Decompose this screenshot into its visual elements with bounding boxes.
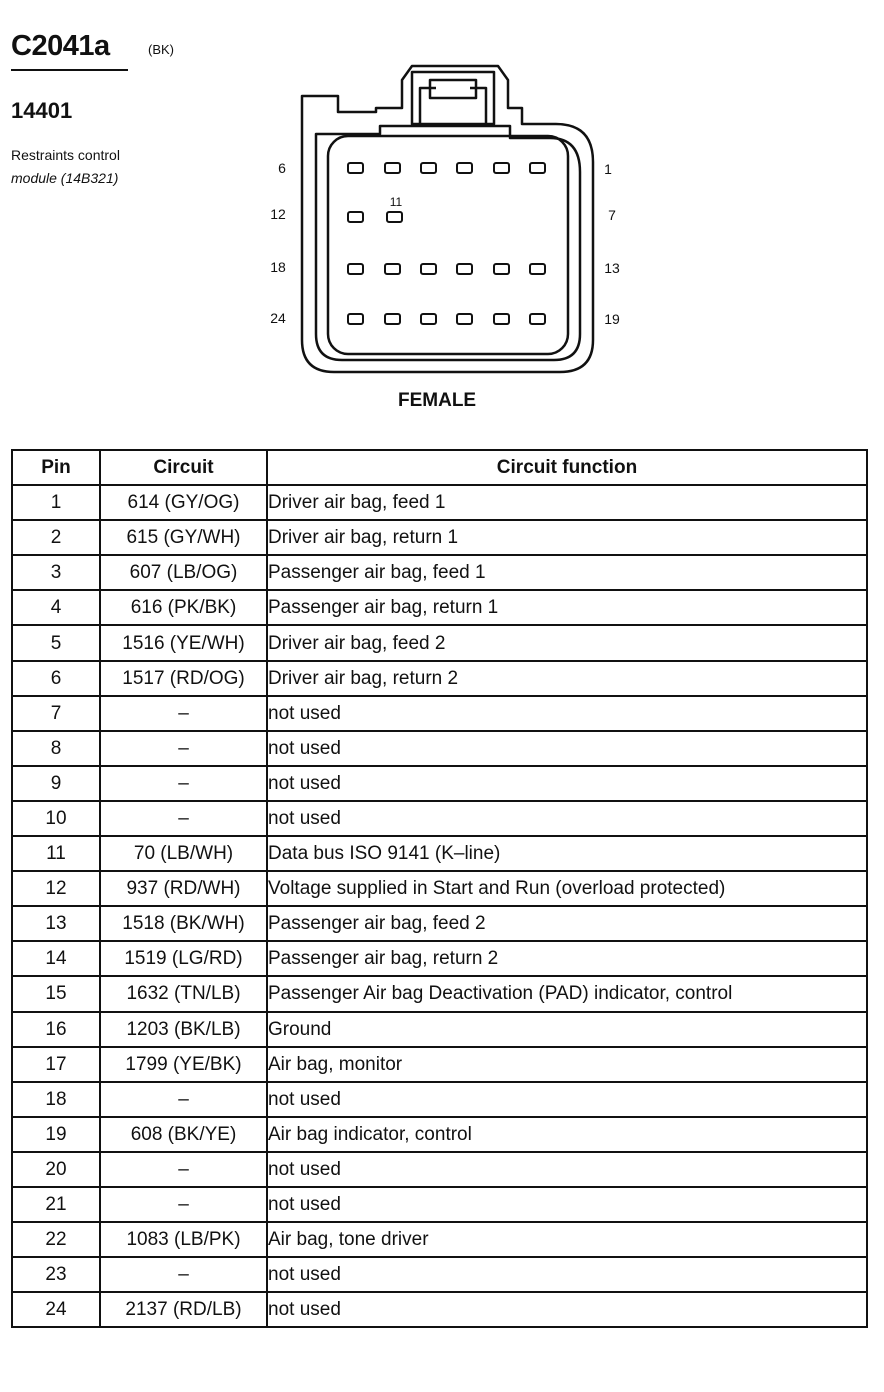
function-cell: not used	[267, 1082, 867, 1117]
function-cell: not used	[267, 1187, 867, 1222]
pin-cell: 21	[12, 1187, 100, 1222]
table-row	[12, 661, 867, 696]
circuit-cell: 1203 (BK/LB)	[100, 1012, 267, 1047]
function-cell: not used	[267, 766, 867, 801]
circuit-cell: 1517 (RD/OG)	[100, 661, 267, 696]
function-cell: Passenger air bag, return 2	[267, 941, 867, 976]
table-row	[12, 590, 867, 625]
diagram-label-left-3: 18	[270, 259, 286, 275]
diagram-pin-label: 11	[389, 195, 403, 209]
pin-5	[385, 163, 400, 173]
pin-cell: 13	[12, 906, 100, 941]
pin-cell: 18	[12, 1082, 100, 1117]
function-cell: Data bus ISO 9141 (K–line)	[267, 836, 867, 871]
circuit-cell: 1799 (YE/BK)	[100, 1047, 267, 1082]
pin-cell: 7	[12, 696, 100, 731]
table-row	[12, 1257, 867, 1292]
pin-cell: 10	[12, 801, 100, 836]
circuit-cell: –	[100, 731, 267, 766]
function-cell: Driver air bag, return 2	[267, 661, 867, 696]
table-row	[12, 871, 867, 906]
circuit-cell: 937 (RD/WH)	[100, 871, 267, 906]
diagram-label-right-2: 7	[608, 207, 616, 223]
circuit-cell: 607 (LB/OG)	[100, 555, 267, 590]
pin-cell: 17	[12, 1047, 100, 1082]
diagram-label-left-1: 6	[278, 160, 286, 176]
pin-21	[457, 314, 472, 324]
pin-cell: 2	[12, 520, 100, 555]
table-row	[12, 836, 867, 871]
function-cell: not used	[267, 1257, 867, 1292]
pin-cell: 22	[12, 1222, 100, 1257]
circuit-cell: 1516 (YE/WH)	[100, 625, 267, 660]
pin-cell: 20	[12, 1152, 100, 1187]
table-row	[12, 485, 867, 520]
pin-cell: 6	[12, 661, 100, 696]
connector-id: C2041a	[11, 30, 110, 62]
diagram-label-left-4: 24	[270, 310, 286, 326]
table-row	[12, 1082, 867, 1117]
pin-cell: 9	[12, 766, 100, 801]
table-row	[12, 520, 867, 555]
pin-table	[11, 449, 868, 1328]
function-cell: Passenger air bag, feed 2	[267, 906, 867, 941]
pin-11	[387, 212, 402, 222]
function-cell: Air bag indicator, control	[267, 1117, 867, 1152]
table-row	[12, 555, 867, 590]
pin-23	[385, 314, 400, 324]
circuit-cell: 615 (GY/WH)	[100, 520, 267, 555]
pin-2	[494, 163, 509, 173]
table-row	[12, 625, 867, 660]
pin-6	[348, 163, 363, 173]
pin-cell: 8	[12, 731, 100, 766]
table-row	[12, 1047, 867, 1082]
pin-24	[348, 314, 363, 324]
pin-15	[457, 264, 472, 274]
function-cell: Passenger Air bag Deactivation (PAD) indicator, control	[267, 976, 867, 1011]
pin-cell: 3	[12, 555, 100, 590]
function-cell: not used	[267, 696, 867, 731]
function-cell: not used	[267, 801, 867, 836]
connector-gender: FEMALE	[398, 390, 477, 411]
connector-id-underline	[11, 69, 128, 71]
circuit-cell: 616 (PK/BK)	[100, 590, 267, 625]
pin-19	[530, 314, 545, 324]
header-pin: Pin	[12, 450, 100, 485]
pin-cell: 19	[12, 1117, 100, 1152]
header-circuit-function: Circuit function	[267, 450, 867, 485]
module-description-line1: Restraints control	[11, 147, 120, 163]
circuit-cell: 1519 (LG/RD)	[100, 941, 267, 976]
function-cell: Ground	[267, 1012, 867, 1047]
pin-1	[530, 163, 545, 173]
diagram-label-right-4: 19	[604, 311, 620, 327]
pin-cell: 1	[12, 485, 100, 520]
diagram-label-left-2: 12	[270, 206, 286, 222]
table-row	[12, 941, 867, 976]
pin-table-body	[12, 485, 867, 1327]
function-cell: Voltage supplied in Start and Run (overload protected)	[267, 871, 867, 906]
table-row	[12, 1012, 867, 1047]
pin-cell: 16	[12, 1012, 100, 1047]
pin-17	[385, 264, 400, 274]
connector-color: (BK)	[148, 42, 174, 57]
circuit-cell: 2137 (RD/LB)	[100, 1292, 267, 1327]
function-cell: Passenger air bag, feed 1	[267, 555, 867, 590]
table-row	[12, 731, 867, 766]
pin-cell: 5	[12, 625, 100, 660]
circuit-cell: –	[100, 1187, 267, 1222]
pin-22	[421, 314, 436, 324]
circuit-cell: 608 (BK/YE)	[100, 1117, 267, 1152]
table-row	[12, 976, 867, 1011]
circuit-cell: –	[100, 696, 267, 731]
table-row	[12, 1152, 867, 1187]
function-cell: Air bag, monitor	[267, 1047, 867, 1082]
function-cell: not used	[267, 1152, 867, 1187]
function-cell: Driver air bag, feed 1	[267, 485, 867, 520]
header-circuit: Circuit	[100, 450, 267, 485]
pin-16	[421, 264, 436, 274]
diagram-label-right-1: 1	[604, 161, 612, 177]
pin-20	[494, 314, 509, 324]
pin-cell: 23	[12, 1257, 100, 1292]
function-cell: not used	[267, 731, 867, 766]
circuit-cell: 1083 (LB/PK)	[100, 1222, 267, 1257]
table-row	[12, 766, 867, 801]
circuit-cell: –	[100, 1152, 267, 1187]
circuit-cell: –	[100, 1082, 267, 1117]
circuit-cell: 1518 (BK/WH)	[100, 906, 267, 941]
part-number: 14401	[11, 98, 73, 123]
circuit-cell: –	[100, 766, 267, 801]
pin-13	[530, 264, 545, 274]
pin-cell: 12	[12, 871, 100, 906]
pin-12	[348, 212, 363, 222]
pin-cell: 11	[12, 836, 100, 871]
connector-latch-tab	[430, 80, 476, 98]
pin-cell: 4	[12, 590, 100, 625]
circuit-cell: –	[100, 1257, 267, 1292]
circuit-cell: 614 (GY/OG)	[100, 485, 267, 520]
diagram-label-right-3: 13	[604, 260, 620, 276]
table-row	[12, 1222, 867, 1257]
table-row	[12, 696, 867, 731]
function-cell: Driver air bag, return 1	[267, 520, 867, 555]
function-cell: Driver air bag, feed 2	[267, 625, 867, 660]
pin-4	[421, 163, 436, 173]
pin-18	[348, 264, 363, 274]
pin-cell: 15	[12, 976, 100, 1011]
circuit-cell: –	[100, 801, 267, 836]
pin-3	[457, 163, 472, 173]
circuit-cell: 1632 (TN/LB)	[100, 976, 267, 1011]
circuit-cell: 70 (LB/WH)	[100, 836, 267, 871]
table-row	[12, 1117, 867, 1152]
table-row	[12, 906, 867, 941]
connector-outer-shell	[302, 66, 593, 372]
module-description-line2: module (14B321)	[11, 170, 119, 186]
pin-table-header-row	[12, 450, 867, 485]
function-cell: Passenger air bag, return 1	[267, 590, 867, 625]
pin-cell: 24	[12, 1292, 100, 1327]
pin-14	[494, 264, 509, 274]
table-row	[12, 801, 867, 836]
connector-face-diagram	[260, 50, 630, 380]
pin-cell: 14	[12, 941, 100, 976]
function-cell: not used	[267, 1292, 867, 1327]
table-row	[12, 1187, 867, 1222]
table-row	[12, 1292, 867, 1327]
function-cell: Air bag, tone driver	[267, 1222, 867, 1257]
